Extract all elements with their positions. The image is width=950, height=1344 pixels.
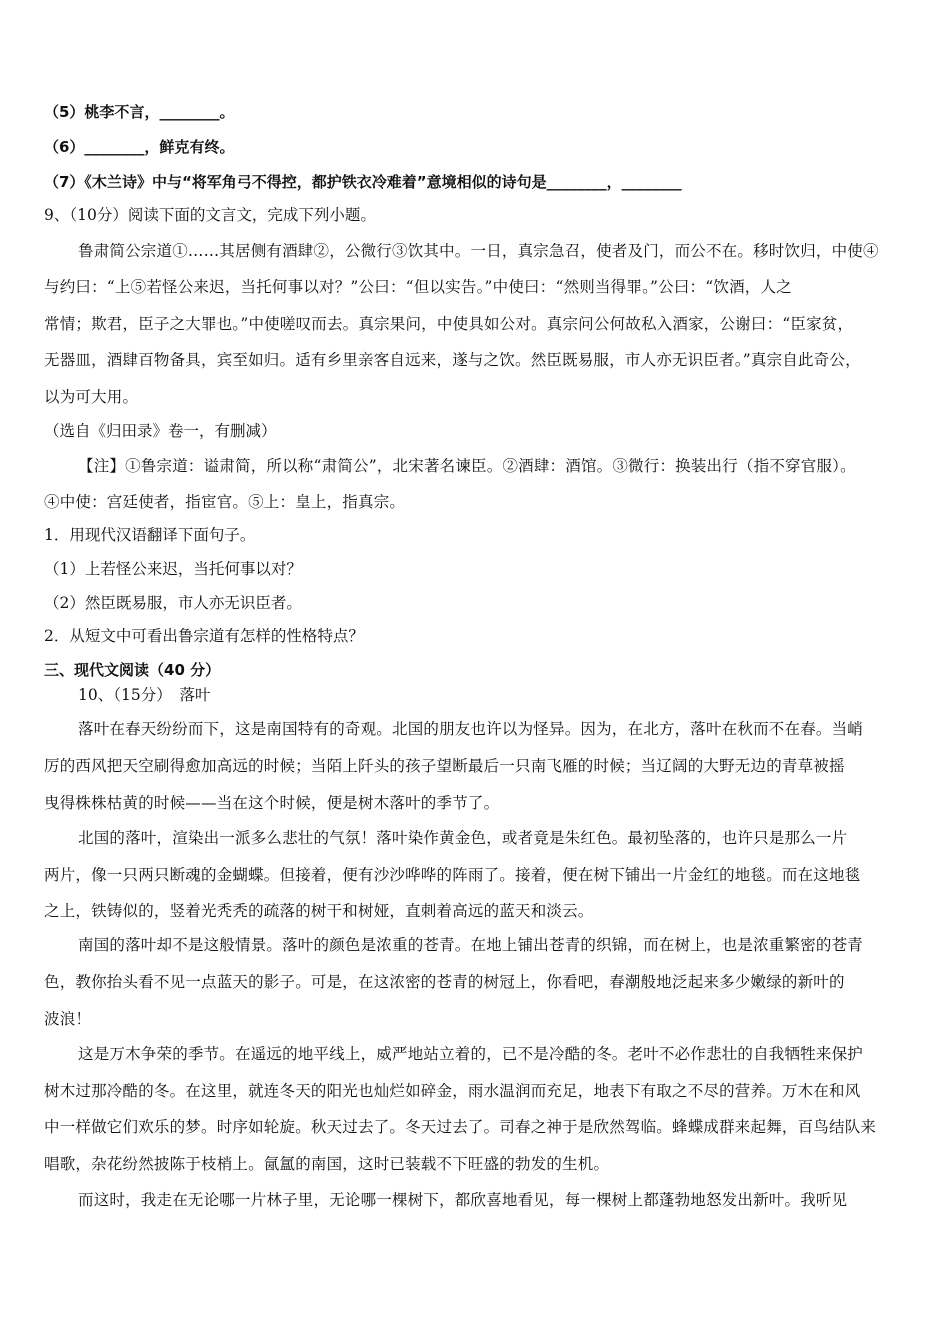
section-3-heading: 三、现代文阅读（40 分） — [44, 661, 221, 679]
essay-line: 而这时，我走在无论哪一片林子里，无论哪一棵树下，都欣喜地看见，每一棵树上都蓬勃地怒发出新叶。我听见 — [78, 1191, 848, 1209]
passage-line: 以为可大用。 — [44, 388, 139, 406]
question-9-1a: （1）上若怪公来迟，当托何事以对？ — [44, 560, 302, 578]
essay-line: 色，教你抬头看不见一点蓝天的影子。可是，在这浓密的苍青的树冠上，你看吧，春潮般地泛起来多少嫩绿的新叶的 — [44, 973, 845, 991]
note-line: ④中使：宫廷使者，指宦官。⑤上：皇上，指真宗。 — [44, 493, 406, 511]
essay-line: 之上，铁铸似的，竖着光秃秃的疏落的树干和树娅，直刺着高远的蓝天和淡云。 — [44, 902, 594, 920]
essay-line: 中一样做它们欢乐的梦。时序如轮旋。秋天过去了。冬天过去了。司春之神于是欣然驾临。蜂蝶成群来起舞，百鸟结队来 — [44, 1118, 877, 1136]
question-9-header: 9、（10分）阅读下面的文言文，完成下列小题。 — [44, 206, 376, 224]
passage-line: 与约曰：“上⑤若怪公来迟，当托何事以对？”公曰：“但以实告。”中使曰：“然则当得罪。”公曰：“饮酒，人之 — [44, 278, 792, 296]
question-9-1: 1．用现代汉语翻译下面句子。 — [44, 526, 256, 544]
essay-line: 落叶在春天纷纷而下，这是南国特有的奇观。北国的朋友也许以为怪异。因为，在北方，落叶在秋而不在春。当峭 — [78, 720, 864, 738]
question-7: （7）《木兰诗》中与“将军角弓不得控，都护铁衣冷难着”意境相似的诗句是________，________ — [44, 173, 682, 191]
essay-line: 这是万木争荣的季节。在遥远的地平线上，威严地站立着的，已不是冷酷的冬。老叶不必作悲壮的自我牺牲来保护 — [78, 1045, 864, 1063]
question-6: （6）________，鲜克有终。 — [44, 138, 235, 156]
essay-line: 南国的落叶却不是这般情景。落叶的颜色是浓重的苍青。在地上铺出苍青的织锦，而在树上，也是浓重繁密的苍青 — [78, 936, 864, 954]
question-5: （5）桃李不言，________。 — [44, 103, 235, 121]
passage-line: 无器皿，酒肆百物备具，宾至如归。适有乡里亲客自远来，遂与之饮。然臣既易服，市人亦无识臣者。”真宗自此奇公， — [44, 351, 861, 369]
passage-source: （选自《归田录》卷一，有删减） — [44, 422, 277, 440]
essay-line: 北国的落叶，渲染出一派多么悲壮的气氛！落叶染作黄金色，或者竟是朱红色。最初坠落的，也许只是那么一片 — [78, 829, 848, 847]
note-line: 【注】①鲁宗道：谥肃简，所以称“肃简公”，北宋著名谏臣。②酒肆：酒馆。③微行：换装出行（指不穿官服）。 — [78, 457, 856, 475]
essay-line: 树木过那冷酷的冬。在这里，就连冬天的阳光也灿烂如碎金，雨水温润而充足，地表下有取之不尽的营养。万木在和风 — [44, 1082, 861, 1100]
question-9-1b: （2）然臣既易服，市人亦无识臣者。 — [44, 594, 302, 612]
essay-line: 唱歌，杂花纷然披陈于枝梢上。氤氲的南国，这时已装载不下旺盛的勃发的生机。 — [44, 1155, 610, 1173]
passage-line: 鲁肃简公宗道①……其居侧有酒肆②，公微行③饮其中。一日，真宗急召，使者及门，而公不在。移时饮归，中使④ — [78, 242, 879, 260]
question-9-2: 2．从短文中可看出鲁宗道有怎样的性格特点？ — [44, 627, 364, 645]
question-10-header: 10、（15分） 落叶 — [78, 686, 211, 704]
essay-line: 曳得株株枯黄的时候——当在这个时候，便是树木落叶的季节了。 — [44, 794, 500, 812]
essay-line: 波浪！ — [44, 1010, 92, 1028]
essay-line: 厉的西风把天空刷得愈加高远的时候；当陌上阡头的孩子望断最后一只南飞雁的时候；当辽阔的大野无边的青草被摇 — [44, 757, 845, 775]
essay-line: 两片，像一只两只断魂的金蝴蝶。但接着，便有沙沙哗哗的阵雨了。接着，便在树下铺出一片金红的地毯。而在这地毯 — [44, 866, 861, 884]
passage-line: 常情；欺君，臣子之大罪也。”中使嗟叹而去。真宗果问，中使具如公对。真宗问公何故私入酒家，公谢曰：“臣家贫， — [44, 315, 854, 333]
